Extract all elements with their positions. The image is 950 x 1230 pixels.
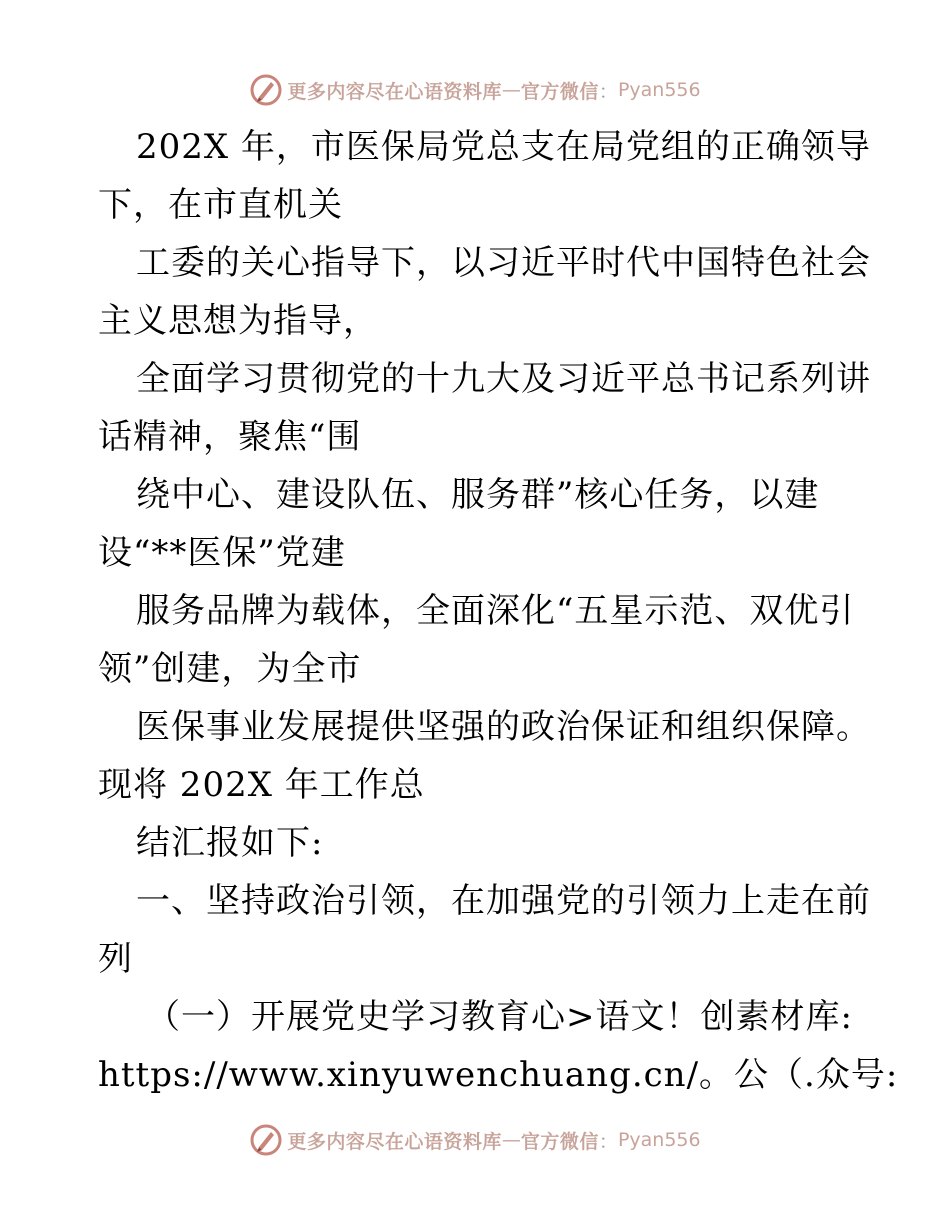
text-line: 工委的关心指导下，以习近平时代中国特色社会 xyxy=(136,243,871,283)
watermark-label: 官方微信 xyxy=(520,1130,599,1153)
watermark-handle: Pyan556 xyxy=(617,1129,701,1151)
watermark-label: 官方微信 xyxy=(520,80,599,103)
watermark-header xyxy=(0,70,950,110)
text-line: 医保事业发展提供坚强的政治保证和组织保障。 xyxy=(136,707,871,747)
pen-logo-icon xyxy=(249,1123,283,1157)
text-line: 话精神，聚焦“围 xyxy=(98,417,362,457)
watermark-dash: — xyxy=(501,79,521,101)
text-line: 设“**医保”党建 xyxy=(98,533,346,573)
text-line: 绕中心、建设队伍、服务群”核心任务，以建 xyxy=(136,475,820,515)
text-line: 全面学习贯彻党的十九大及习近平总书记系列讲 xyxy=(136,359,871,399)
watermark-main-text: 更多内容尽在心语资料库 xyxy=(287,1130,502,1153)
watermark-footer xyxy=(0,1120,950,1160)
text-line: 服务品牌为载体，全面深化“五星示范、双优引 xyxy=(136,591,855,631)
text-line: 领”创建，为全市 xyxy=(98,649,362,689)
text-line: 主义思想为指导， xyxy=(98,301,378,341)
watermark-separator: ： xyxy=(598,80,618,103)
watermark-separator: ： xyxy=(598,1130,618,1153)
text-line: 结汇报如下: xyxy=(136,823,324,863)
text-line: 202X 年，市医保局党总支在局党组的正确领导 xyxy=(136,127,871,167)
text-line: 现将 202X 年工作总 xyxy=(98,765,425,805)
section-heading: 一、坚持政治引领，在加强党的引领力上走在前 xyxy=(136,881,871,921)
watermark-main-text: 更多内容尽在心语资料库 xyxy=(287,80,502,103)
url-line: https://www.xinyuwenchuang.cn/。公（.众号: xyxy=(98,1055,899,1095)
pen-logo-icon xyxy=(249,73,283,107)
text-line: 列 xyxy=(98,939,133,979)
watermark-handle: Pyan556 xyxy=(617,79,701,101)
subsection-heading: （一）开展党史学习教育心>语文！创素材库: xyxy=(146,997,853,1037)
text-line: 下，在市直机关 xyxy=(98,185,343,225)
watermark-dash: — xyxy=(501,1129,521,1151)
document-body xyxy=(98,118,899,1104)
